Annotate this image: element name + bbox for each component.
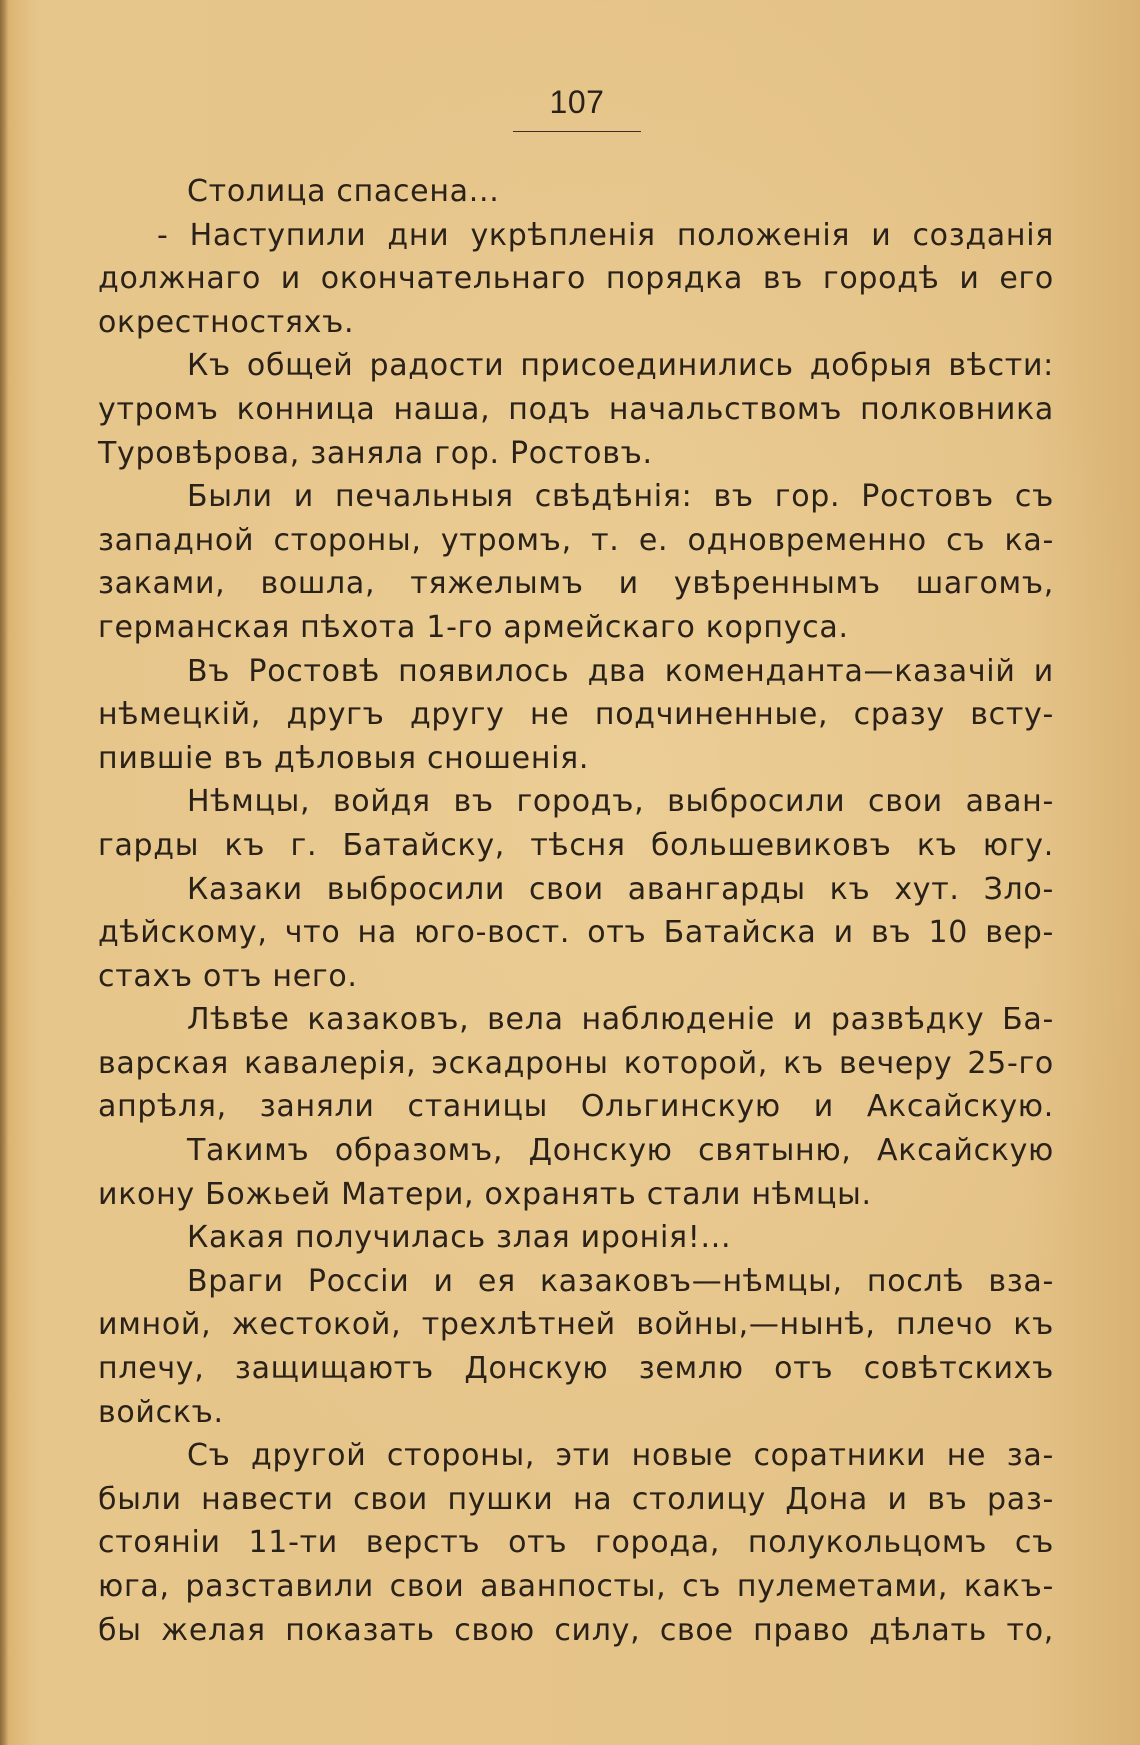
text-line: были навести свои пушки на столицу Дона и въ раз- xyxy=(98,1481,1054,1517)
text-line: Казаки выбросили свои авангарды къ хут. Зло- xyxy=(187,871,1054,907)
text-line: Въ Ростовѣ появилось два коменданта—казачій и xyxy=(187,653,1054,689)
text-line: утромъ конница наша, подъ начальствомъ полковника xyxy=(98,391,1054,427)
text-line: Съ другой стороны, эти новые соратники не за- xyxy=(187,1438,1054,1474)
text-line: заками, вошла, тяжелымъ и увѣреннымъ шагомъ, xyxy=(98,566,1054,602)
text-line: нѣмецкій, другъ другу не подчиненные, сразу всту- xyxy=(98,697,1054,733)
page-number: 107 xyxy=(549,84,605,120)
text-line: бы желая показать свою силу, свое право дѣлать то, xyxy=(98,1612,1054,1648)
text-line: - Наступили дни укрѣпленія положенія и созданія xyxy=(157,217,1054,253)
text-line: пившіе въ дѣловыя сношенія. xyxy=(98,740,590,776)
text-line: войскъ. xyxy=(98,1394,224,1430)
text-line: варская кавалерія, эскадроны которой, къ вечеру 25-го xyxy=(98,1045,1054,1081)
text-line: окрестностяхъ. xyxy=(98,304,355,340)
text-line: стахъ отъ него. xyxy=(98,958,358,994)
text-line: Враги Россіи и ея казаковъ—нѣмцы, послѣ вза- xyxy=(187,1263,1054,1299)
text-line: Были и печальныя свѣдѣнія: въ гор. Ростовъ съ xyxy=(187,479,1054,515)
text-line: плечу, защищаютъ Донскую землю отъ совѣтскихъ xyxy=(98,1351,1054,1387)
text-line: юга, разставили свои аванпосты, съ пулеметами, какъ- xyxy=(98,1569,1054,1604)
text-line: Столица спасена... xyxy=(187,174,500,209)
body-text xyxy=(98,170,1054,1652)
text-line: Такимъ образомъ, Донскую святыню, Аксайскую xyxy=(187,1133,1054,1169)
text-line: германская пѣхота 1-го армейскаго корпуса. xyxy=(98,609,849,645)
text-line: должнаго и окончательнаго порядка въ городѣ и его xyxy=(98,261,1054,297)
text-line: дѣйскому, что на юго-вост. отъ Батайска и въ 10 вер- xyxy=(98,915,1054,951)
page-binding-edge xyxy=(0,0,8,1745)
text-line: Какая получилась злая иронія!... xyxy=(187,1220,732,1256)
text-line: Къ общей радости присоединились добрыя вѣсти: xyxy=(187,348,1054,384)
text-line: апрѣля, заняли станицы Ольгинскую и Аксайскую. xyxy=(98,1089,1054,1125)
text-line: Лѣвѣе казаковъ, вела наблюденіе и развѣдку Ба- xyxy=(187,1002,1054,1038)
text-line: имной, жестокой, трехлѣтней войны,—нынѣ, плечо къ xyxy=(98,1307,1054,1343)
text-line: стояніи 11-ти верстъ отъ города, полукольцомъ съ xyxy=(98,1525,1054,1561)
text-line: гарды къ г. Батайску, тѣсня большевиковъ къ югу. xyxy=(98,827,1054,863)
page-number-rule xyxy=(513,131,641,132)
text-line: икону Божьей Матери, охранять стали нѣмцы. xyxy=(98,1176,872,1212)
text-line: Нѣмцы, войдя въ городъ, выбросили свои аван- xyxy=(187,784,1054,820)
text-line: Туровѣрова, заняла гор. Ростовъ. xyxy=(98,435,653,471)
text-line: западной стороны, утромъ, т. е. одновременно съ ка- xyxy=(98,522,1054,558)
